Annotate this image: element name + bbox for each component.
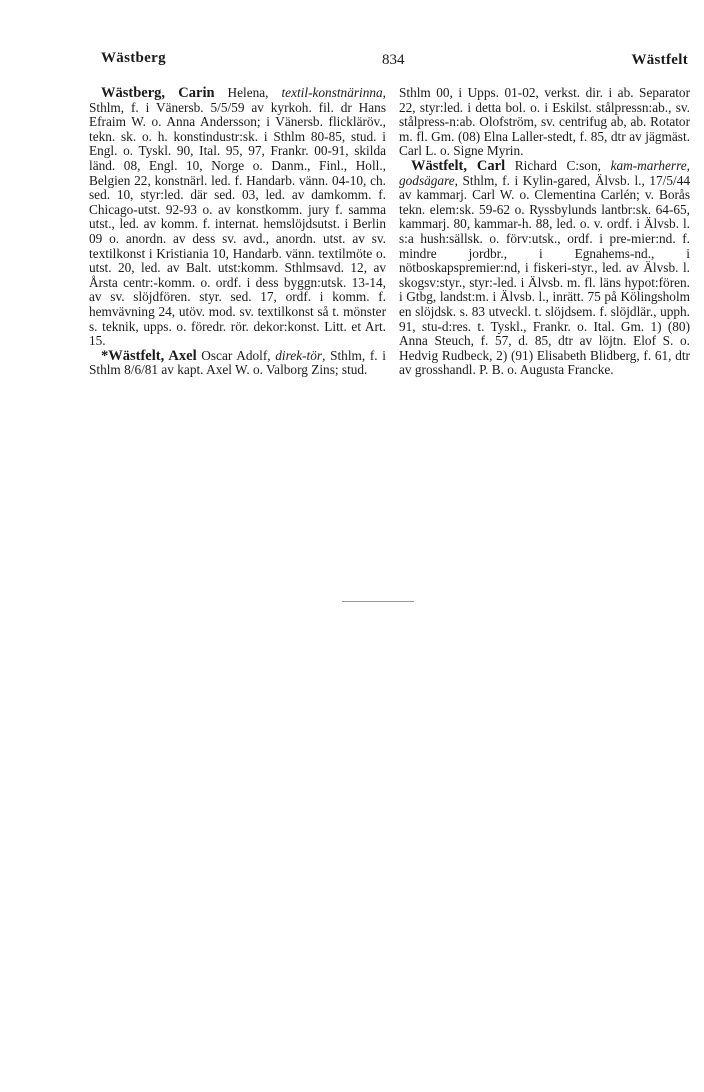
entry-given-names: Helena, [214, 85, 282, 100]
page-end-rule [342, 601, 414, 602]
entry-headword: *Wästfelt, Axel [101, 347, 197, 364]
entry-occupation: direk-tör [275, 347, 323, 363]
entry-given-names: Richard C:son, [505, 157, 611, 173]
entry-body: , Sthlm, f. i Sthlm 8/6/81 av kapt. Axel W. o. Valborg Zins; stud. [89, 347, 386, 378]
running-head-right: Wästfelt [631, 52, 688, 68]
running-head [0, 50, 704, 74]
left-column [89, 86, 386, 378]
entry-given-names: Oscar Adolf, [196, 347, 276, 363]
entry-occupation: kam-marherre, godsägare [399, 157, 690, 188]
entry-occupation: textil-konstnärinna [281, 85, 383, 100]
entry-wastfelt-carl [399, 159, 690, 378]
right-column [399, 86, 690, 378]
page-number: 834 [382, 52, 405, 68]
entry-headword: Wästfelt, Carl [411, 157, 506, 174]
entry-body: , Sthlm, f. i Vänersb. 5/5/59 av kyrkoh. fil. dr Hans Efraim W. o. Anna Andersson; i Vänersb. flickläröv., tekn. sk. o. h. konstindustr:sk. i Sthlm 80-85, stud. i Engl. o. Tyskl. 90, Ital. 95, 97, Frankr. 00-91, skilda länd. 08, Engl. 10, Norge o. Danm., Finl., Holl., Belgien 22, konstnärl. led. f. Handarb. vänn. 04-10, ch. sed. 10, styr:led. där sed. 03, led. av damkomm. f. Chicago-utst. 92-93 o. av konstkomm. jury f. samma utst., led. av komm. f. internat. hemslöjdsutst. i Berlin 09 o. anordn. av dess sv. avd., anordn. utst. av sv. textilkonst i Kristiania 10, Handarb. vänn. textilmöte o. utst. 20, led. av Balt. utst:komm. Sthlmsavd. 12, av Årsta centr:-komm. o. ordf. i dess byggn:utsk. 13-14, av sv. slöjdfören. styr. sed. 17, ordf. i komm. f. hemvävning 24, utöv. mod. sv. textilkonst så t. mönster s. teknik, upps. o. föredr. rör. dekor:konst. Litt. et Art. 15. [89, 85, 386, 349]
entry-wastberg-carin [89, 86, 386, 349]
entry-wastfelt-axel-continued: Sthlm 00, i Upps. 01-02, verkst. dir. i ab. Separator 22, styr:led. i detta bol. o. i Eskilst. stålpressn:ab., sv. stålpress-n:ab. Olofström, sv. centrifug ab, ab. Rotator m. fl. Gm. (08) Elna Laller-stedt, f. 85, dtr av jägmäst. Carl L. o. Signe Myrin. [399, 85, 690, 159]
entry-headword: Wästberg, Carin [101, 85, 215, 101]
running-head-left: Wästberg [101, 50, 166, 66]
entry-wastfelt-axel [89, 349, 386, 378]
entry-body: , Sthlm, f. i Kylin-gared, Älvsb. l., 17/5/44 av kammarj. Carl W. o. Clementina Carlén; v. Borås tekn. elem:sk. 59-62 o. Ryssbylunds lantbr:sk. 64-65, kammarj. 80, kammar-h. 88, led. o. v. ordf. i Älvsb. l. s:a hush:sällsk. o. förv:utsk., ordf. i pre-mier:nd. f. mindre jordbr., i Egnahems-nd., i nötboskapspremier:nd, i fiskeri-styr., led. av Älvsb. l. skogsv:styr., styr:-led. i Älvsb. m. fl. läns hypot:fören. i Gtbg, landst:m. i Älvsb. l., inrätt. 75 på Kölingsholm en slöjdsk. s. 83 utveckl. t. slöjdsem. f. slöjdlär., upph. 91, stu-d:res. t. Tyskl., Frankr. o. Ital. Gm. 1) (80) Anna Steuch, f. 57, d. 85, dtr av löjtn. Elof S. o. Hedvig Rudbeck, 2) (91) Elisabeth Blidberg, f. 61, dtr av grosshandl. P. B. o. Augusta Francke. [399, 172, 690, 378]
